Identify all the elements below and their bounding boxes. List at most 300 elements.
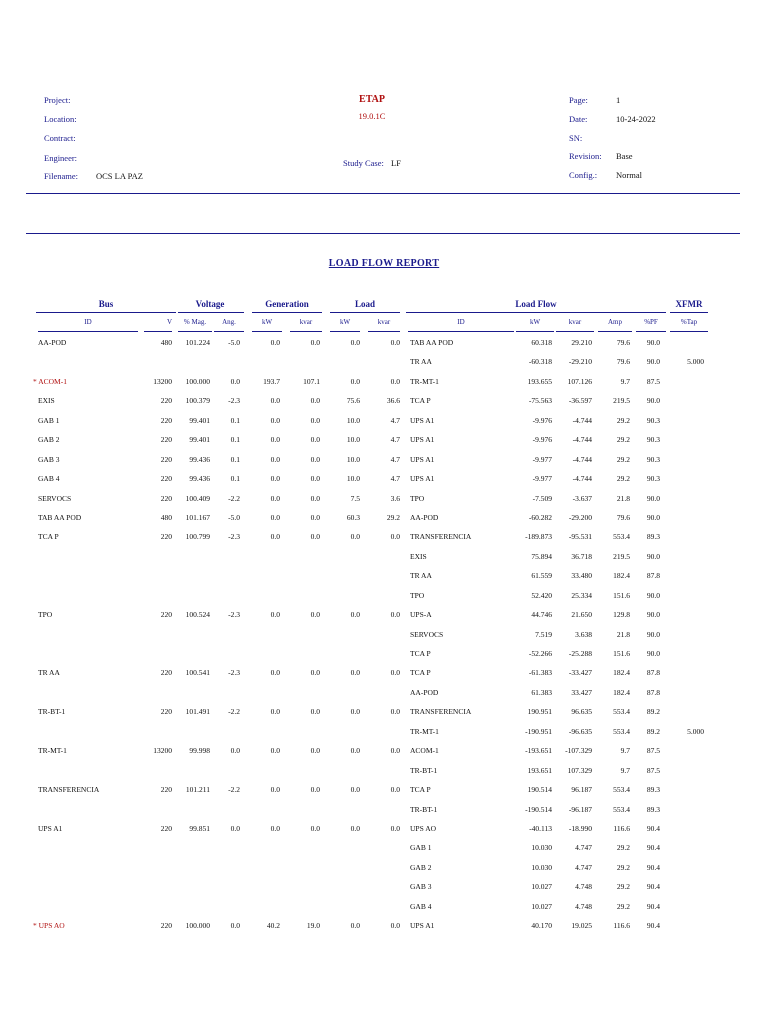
table-row bbox=[0, 723, 768, 742]
cell-tap: 5.000 bbox=[687, 357, 704, 367]
cell-gen-kvar: 0.0 bbox=[310, 338, 320, 347]
col-load-kw: kW bbox=[339, 318, 351, 326]
cell-gen-kw: 0.0 bbox=[270, 493, 280, 503]
cell-load-kvar: 0.0 bbox=[390, 668, 400, 678]
cell-bus-id: AA-POD bbox=[38, 338, 67, 347]
cell-voltage-v: 480 bbox=[160, 512, 172, 522]
cell-amp: 116.6 bbox=[613, 921, 630, 931]
study-case-label: Study Case: bbox=[343, 158, 384, 168]
cell-amp: 29.2 bbox=[616, 474, 630, 484]
cell-load-kw: 7.5 bbox=[350, 493, 360, 503]
table-row bbox=[0, 626, 768, 645]
cell-load-kw: 60.3 bbox=[346, 512, 360, 522]
table-row bbox=[0, 470, 768, 489]
cell-flow-id: GAB 3 bbox=[410, 882, 432, 892]
table-row bbox=[0, 412, 768, 431]
cell-voltage-v: 220 bbox=[160, 785, 172, 795]
cell-voltage-ang: 0.0 bbox=[230, 921, 240, 931]
cell-voltage-mag: 100.409 bbox=[185, 493, 210, 503]
cell-flow-kvar: 29.210 bbox=[571, 338, 592, 347]
cell-load-kvar: 0.0 bbox=[390, 707, 400, 717]
cell-flow-kw: 190.951 bbox=[527, 707, 552, 717]
cell-flow-kw: -9.977 bbox=[532, 454, 552, 464]
cell-flow-kvar: -29.200 bbox=[568, 512, 592, 522]
cell-bus-id: TRANSFERENCIA bbox=[38, 785, 100, 795]
cell-flow-kvar: -96.187 bbox=[568, 804, 592, 814]
col-bus-id: ID bbox=[84, 318, 92, 326]
cell-flow-id: TAB AA POD bbox=[410, 338, 454, 347]
col-v-line bbox=[144, 331, 172, 332]
cell-bus-id: SERVOCS bbox=[38, 493, 72, 503]
cell-gen-kvar: 0.0 bbox=[310, 532, 320, 542]
cell-voltage-mag: 99.401 bbox=[189, 435, 210, 445]
cell-voltage-v: 220 bbox=[160, 415, 172, 425]
cell-load-kw: 0.0 bbox=[350, 707, 360, 717]
cell-voltage-mag: 101.224 bbox=[185, 338, 210, 347]
cell-load-kw: 10.0 bbox=[346, 415, 360, 425]
cell-voltage-ang: -2.3 bbox=[228, 668, 240, 678]
cell-voltage-mag: 99.436 bbox=[189, 454, 210, 464]
cell-load-kw: 0.0 bbox=[350, 785, 360, 795]
col-flow-id-line bbox=[408, 331, 514, 332]
col-load-kw-line bbox=[330, 331, 360, 332]
cell-amp: 553.4 bbox=[613, 804, 630, 814]
cell-gen-kw: 0.0 bbox=[270, 746, 280, 756]
cell-gen-kw: 0.0 bbox=[270, 707, 280, 717]
filename-value: OCS LA PAZ bbox=[96, 171, 143, 181]
cell-pf: 89.3 bbox=[646, 785, 660, 795]
cell-bus-id bbox=[33, 377, 133, 386]
cell-voltage-ang: -2.3 bbox=[228, 610, 240, 620]
cell-flow-kvar: -4.744 bbox=[572, 454, 592, 464]
cell-pf: 90.4 bbox=[646, 862, 660, 872]
cell-flow-id: TR-MT-1 bbox=[410, 376, 439, 386]
cell-flow-id: AA-POD bbox=[410, 512, 439, 522]
cell-load-kvar: 0.0 bbox=[390, 823, 400, 833]
col-mag: % Mag. bbox=[183, 318, 207, 326]
cell-amp: 79.6 bbox=[616, 338, 630, 347]
cell-flow-kw: -52.266 bbox=[528, 649, 552, 658]
cell-pf: 90.0 bbox=[646, 338, 660, 347]
col-flow-kvar-line bbox=[556, 331, 594, 332]
cell-voltage-mag: 100.524 bbox=[185, 610, 210, 620]
engineer-label: Engineer: bbox=[44, 153, 78, 163]
group-bus: Bus bbox=[98, 299, 114, 309]
cell-voltage-mag: 100.000 bbox=[185, 376, 210, 386]
cell-bus-id: GAB 1 bbox=[38, 415, 60, 425]
cell-voltage-v: 220 bbox=[160, 823, 172, 833]
cell-flow-kw: -193.651 bbox=[525, 746, 552, 756]
cell-bus-id: TR-MT-1 bbox=[38, 746, 67, 756]
cell-amp: 29.2 bbox=[616, 415, 630, 425]
cell-voltage-ang: -5.0 bbox=[228, 512, 240, 522]
cell-gen-kvar: 0.0 bbox=[310, 707, 320, 717]
cell-flow-id: UPS A1 bbox=[410, 474, 435, 484]
cell-pf: 90.0 bbox=[646, 649, 660, 658]
cell-amp: 553.4 bbox=[613, 532, 630, 542]
cell-bus-id: EXIS bbox=[38, 396, 55, 406]
cell-flow-kw: 44.746 bbox=[531, 610, 552, 620]
table-row bbox=[0, 703, 768, 722]
group-xfmr-line bbox=[670, 312, 708, 313]
table-row bbox=[0, 645, 768, 664]
project-label: Project: bbox=[44, 95, 71, 105]
cell-load-kw: 0.0 bbox=[350, 532, 360, 542]
cell-gen-kvar: 0.0 bbox=[310, 785, 320, 795]
config-value: Normal bbox=[616, 170, 642, 180]
cell-gen-kw: 0.0 bbox=[270, 338, 280, 347]
cell-voltage-mag: 99.401 bbox=[189, 415, 210, 425]
cell-flow-id: TR-BT-1 bbox=[410, 765, 438, 775]
cell-voltage-ang: -5.0 bbox=[228, 338, 240, 347]
cell-load-kvar: 4.7 bbox=[390, 474, 400, 484]
cell-flow-kw: 61.559 bbox=[531, 571, 552, 581]
table-row bbox=[0, 878, 768, 897]
cell-flow-kw: -60.318 bbox=[528, 357, 552, 367]
cell-bus-id: GAB 2 bbox=[38, 435, 60, 445]
cell-gen-kw: 0.0 bbox=[270, 785, 280, 795]
cell-flow-id: EXIS bbox=[410, 551, 427, 561]
cell-pf: 87.8 bbox=[646, 668, 660, 678]
col-tap: %Tap bbox=[680, 318, 698, 326]
cell-amp: 182.4 bbox=[613, 687, 630, 697]
cell-gen-kvar: 0.0 bbox=[310, 415, 320, 425]
header-divider-top bbox=[26, 193, 740, 194]
cell-gen-kvar: 0.0 bbox=[310, 823, 320, 833]
col-flow-kvar: kvar bbox=[568, 318, 582, 326]
cell-load-kw: 0.0 bbox=[350, 338, 360, 347]
cell-pf: 87.8 bbox=[646, 687, 660, 697]
group-voltage-line bbox=[178, 312, 244, 313]
cell-flow-kw: -189.873 bbox=[525, 532, 552, 542]
cell-load-kw: 10.0 bbox=[346, 474, 360, 484]
cell-flow-kvar: 3.638 bbox=[575, 629, 592, 639]
cell-flow-kvar: 107.126 bbox=[567, 376, 592, 386]
cell-amp: 151.6 bbox=[613, 649, 630, 658]
cell-gen-kvar: 0.0 bbox=[310, 454, 320, 464]
cell-load-kvar: 0.0 bbox=[390, 785, 400, 795]
bus-id-text: ACOM-1 bbox=[38, 376, 67, 386]
table-row bbox=[0, 431, 768, 450]
cell-bus-id: UPS A1 bbox=[38, 823, 63, 833]
cell-pf: 87.5 bbox=[646, 765, 660, 775]
cell-flow-kw: 10.027 bbox=[531, 901, 552, 911]
cell-flow-id: TRANSFERENCIA bbox=[410, 532, 472, 542]
date-label: Date: bbox=[569, 114, 588, 124]
cell-flow-id: TRANSFERENCIA bbox=[410, 707, 472, 717]
col-amp-line bbox=[598, 331, 632, 332]
cell-voltage-ang: 0.1 bbox=[230, 454, 240, 464]
table-row bbox=[0, 509, 768, 528]
cell-load-kw: 75.6 bbox=[346, 396, 360, 406]
cell-amp: 219.5 bbox=[613, 551, 630, 561]
cell-bus-id: GAB 4 bbox=[38, 474, 60, 484]
table-row bbox=[0, 898, 768, 917]
cell-voltage-v: 220 bbox=[160, 921, 172, 931]
contract-label: Contract: bbox=[44, 133, 76, 143]
cell-flow-kvar: -4.744 bbox=[572, 474, 592, 484]
cell-amp: 182.4 bbox=[613, 668, 630, 678]
cell-load-kvar: 36.6 bbox=[386, 396, 400, 406]
cell-pf: 89.3 bbox=[646, 804, 660, 814]
cell-amp: 29.2 bbox=[616, 843, 630, 853]
page-label: Page: bbox=[569, 95, 588, 105]
table-row bbox=[0, 839, 768, 858]
col-flow-kw: kW bbox=[529, 318, 541, 326]
cell-flow-kw: -40.113 bbox=[529, 823, 552, 833]
table-row bbox=[0, 684, 768, 703]
group-load: Load bbox=[354, 299, 375, 309]
cell-voltage-ang: 0.1 bbox=[230, 435, 240, 445]
cell-amp: 21.8 bbox=[616, 493, 630, 503]
table-row bbox=[0, 820, 768, 839]
cell-load-kvar: 0.0 bbox=[390, 338, 400, 347]
cell-flow-kvar: 36.718 bbox=[571, 551, 592, 561]
table-row bbox=[0, 587, 768, 606]
cell-gen-kvar: 19.0 bbox=[306, 921, 320, 931]
cell-flow-kw: 193.655 bbox=[527, 376, 552, 386]
cell-pf: 90.4 bbox=[646, 901, 660, 911]
cell-flow-kw: -190.514 bbox=[525, 804, 552, 814]
cell-flow-id: SERVOCS bbox=[410, 629, 444, 639]
sn-label: SN: bbox=[569, 133, 583, 143]
cell-pf: 90.0 bbox=[646, 610, 660, 620]
cell-flow-id: UPS A1 bbox=[410, 454, 435, 464]
cell-load-kvar: 4.7 bbox=[390, 415, 400, 425]
group-load-flow-line bbox=[406, 312, 666, 313]
table-row bbox=[0, 548, 768, 567]
col-gen-kw-line bbox=[252, 331, 282, 332]
cell-gen-kvar: 0.0 bbox=[310, 396, 320, 406]
cell-pf: 90.0 bbox=[646, 551, 660, 561]
cell-flow-kw: -7.509 bbox=[532, 493, 552, 503]
cell-flow-id: TCA P bbox=[410, 668, 431, 678]
cell-flow-kw: 190.514 bbox=[527, 785, 552, 795]
table-row bbox=[0, 664, 768, 683]
cell-flow-kw: 61.383 bbox=[531, 687, 552, 697]
cell-amp: 116.6 bbox=[613, 823, 630, 833]
cell-flow-kvar: 4.748 bbox=[575, 901, 592, 911]
cell-bus-id: TPO bbox=[38, 610, 53, 620]
table-row bbox=[0, 801, 768, 820]
cell-flow-id: TCA P bbox=[410, 649, 431, 658]
cell-flow-id: TCA P bbox=[410, 785, 431, 795]
cell-pf: 90.4 bbox=[646, 823, 660, 833]
cell-gen-kw: 0.0 bbox=[270, 474, 280, 484]
cell-flow-kvar: 19.025 bbox=[571, 921, 592, 931]
cell-bus-id bbox=[33, 921, 133, 930]
cell-pf: 90.3 bbox=[646, 435, 660, 445]
cell-voltage-ang: -2.3 bbox=[228, 532, 240, 542]
revision-label: Revision: bbox=[569, 151, 602, 161]
cell-voltage-ang: -2.2 bbox=[228, 493, 240, 503]
cell-load-kvar: 29.2 bbox=[386, 512, 400, 522]
cell-voltage-v: 220 bbox=[160, 668, 172, 678]
cell-flow-kw: -60.282 bbox=[528, 512, 552, 522]
cell-flow-kvar: -29.210 bbox=[568, 357, 592, 367]
cell-pf: 90.3 bbox=[646, 454, 660, 464]
bus-id-text: UPS AO bbox=[38, 921, 65, 931]
cell-flow-kvar: 33.427 bbox=[571, 687, 592, 697]
cell-flow-kvar: -3.637 bbox=[572, 493, 592, 503]
config-label: Config.: bbox=[569, 170, 598, 180]
cell-flow-kvar: 4.748 bbox=[575, 882, 592, 892]
table-row bbox=[0, 528, 768, 547]
cell-voltage-mag: 100.000 bbox=[185, 921, 210, 931]
cell-voltage-mag: 99.998 bbox=[189, 746, 210, 756]
location-label: Location: bbox=[44, 114, 77, 124]
cell-bus-id: TR-BT-1 bbox=[38, 707, 66, 717]
cell-voltage-mag: 100.541 bbox=[185, 668, 210, 678]
cell-pf: 87.5 bbox=[646, 376, 660, 386]
col-tap-line bbox=[670, 331, 708, 332]
group-load-flow: Load Flow bbox=[515, 299, 557, 309]
cell-flow-id: UPS A1 bbox=[410, 415, 435, 425]
cell-flow-kw: 10.030 bbox=[531, 862, 552, 872]
cell-gen-kw: 40.2 bbox=[266, 921, 280, 931]
cell-gen-kw: 0.0 bbox=[270, 454, 280, 464]
cell-pf: 89.3 bbox=[646, 532, 660, 542]
cell-voltage-mag: 99.851 bbox=[189, 823, 210, 833]
cell-voltage-mag: 101.491 bbox=[185, 707, 210, 717]
table-row bbox=[0, 353, 768, 372]
cell-gen-kvar: 0.0 bbox=[310, 746, 320, 756]
cell-gen-kvar: 107.1 bbox=[303, 376, 320, 386]
date-value: 10-24-2022 bbox=[616, 114, 656, 124]
cell-gen-kvar: 0.0 bbox=[310, 435, 320, 445]
cell-amp: 151.6 bbox=[613, 590, 630, 600]
col-ang: Ang. bbox=[222, 318, 236, 326]
cell-pf: 89.2 bbox=[646, 726, 660, 736]
cell-gen-kvar: 0.0 bbox=[310, 668, 320, 678]
cell-voltage-ang: -2.2 bbox=[228, 707, 240, 717]
revision-value: Base bbox=[616, 151, 633, 161]
table-row bbox=[0, 567, 768, 586]
cell-voltage-ang: -2.3 bbox=[228, 396, 240, 406]
cell-voltage-mag: 100.799 bbox=[185, 532, 210, 542]
cell-amp: 79.6 bbox=[616, 357, 630, 367]
table-row bbox=[0, 917, 768, 936]
cell-load-kvar: 4.7 bbox=[390, 454, 400, 464]
cell-load-kw: 0.0 bbox=[350, 610, 360, 620]
cell-voltage-ang: 0.0 bbox=[230, 376, 240, 386]
cell-pf: 90.4 bbox=[646, 843, 660, 853]
cell-flow-kvar: 21.650 bbox=[571, 610, 592, 620]
cell-gen-kw: 0.0 bbox=[270, 823, 280, 833]
cell-amp: 29.2 bbox=[616, 901, 630, 911]
cell-flow-kvar: 4.747 bbox=[575, 862, 592, 872]
table-row bbox=[0, 392, 768, 411]
cell-amp: 29.2 bbox=[616, 862, 630, 872]
cell-voltage-ang: 0.1 bbox=[230, 415, 240, 425]
cell-load-kvar: 0.0 bbox=[390, 746, 400, 756]
cell-amp: 553.4 bbox=[613, 726, 630, 736]
app-version: 19.0.1C bbox=[358, 111, 386, 121]
cell-voltage-v: 220 bbox=[160, 493, 172, 503]
cell-load-kvar: 3.6 bbox=[390, 493, 400, 503]
cell-flow-id: TR-MT-1 bbox=[410, 726, 439, 736]
cell-flow-kw: 75.894 bbox=[531, 551, 552, 561]
cell-voltage-v: 220 bbox=[160, 532, 172, 542]
cell-load-kw: 0.0 bbox=[350, 823, 360, 833]
report-title: LOAD FLOW REPORT bbox=[328, 258, 440, 269]
cell-voltage-ang: -2.2 bbox=[228, 785, 240, 795]
cell-load-kw: 0.0 bbox=[350, 921, 360, 931]
cell-flow-id: UPS-A bbox=[410, 610, 432, 620]
cell-flow-id: UPS AO bbox=[410, 823, 437, 833]
cell-load-kw: 0.0 bbox=[350, 668, 360, 678]
cell-flow-kvar: -36.597 bbox=[568, 396, 592, 406]
cell-flow-kvar: -18.990 bbox=[568, 823, 592, 833]
cell-amp: 29.2 bbox=[616, 454, 630, 464]
cell-voltage-v: 13200 bbox=[153, 376, 172, 386]
cell-pf: 90.0 bbox=[646, 493, 660, 503]
cell-voltage-v: 13200 bbox=[153, 746, 172, 756]
cell-voltage-v: 220 bbox=[160, 454, 172, 464]
cell-flow-id: GAB 2 bbox=[410, 862, 432, 872]
cell-pf: 90.0 bbox=[646, 590, 660, 600]
cell-voltage-mag: 100.379 bbox=[185, 396, 210, 406]
cell-flow-kvar: 4.747 bbox=[575, 843, 592, 853]
col-load-kvar: kvar bbox=[377, 318, 391, 326]
cell-flow-id: AA-POD bbox=[410, 687, 439, 697]
swing-bus-marker: * bbox=[33, 376, 39, 386]
col-gen-kw: kW bbox=[261, 318, 273, 326]
cell-voltage-v: 480 bbox=[160, 338, 172, 347]
col-flow-kw-line bbox=[516, 331, 554, 332]
cell-gen-kw: 0.0 bbox=[270, 415, 280, 425]
col-flow-id: ID bbox=[457, 318, 465, 326]
cell-pf: 90.4 bbox=[646, 921, 660, 931]
group-generation-line bbox=[252, 312, 322, 313]
cell-flow-kw: 60.318 bbox=[531, 338, 552, 347]
cell-flow-kvar: 96.635 bbox=[571, 707, 592, 717]
cell-gen-kvar: 0.0 bbox=[310, 610, 320, 620]
cell-pf: 90.4 bbox=[646, 882, 660, 892]
table-row bbox=[0, 742, 768, 761]
cell-tap: 5.000 bbox=[687, 726, 704, 736]
table-row bbox=[0, 490, 768, 509]
cell-pf: 87.5 bbox=[646, 746, 660, 756]
cell-load-kvar: 0.0 bbox=[390, 610, 400, 620]
col-v: V bbox=[166, 318, 172, 326]
cell-flow-kvar: -4.744 bbox=[572, 435, 592, 445]
cell-gen-kvar: 0.0 bbox=[310, 512, 320, 522]
col-load-kvar-line bbox=[368, 331, 400, 332]
cell-voltage-v: 220 bbox=[160, 707, 172, 717]
cell-load-kw: 0.0 bbox=[350, 376, 360, 386]
cell-gen-kw: 0.0 bbox=[270, 532, 280, 542]
cell-gen-kvar: 0.0 bbox=[310, 474, 320, 484]
cell-flow-kvar: 25.334 bbox=[571, 590, 592, 600]
cell-gen-kw: 0.0 bbox=[270, 435, 280, 445]
group-generation: Generation bbox=[265, 299, 309, 309]
cell-flow-kw: 40.170 bbox=[531, 921, 552, 931]
cell-pf: 90.0 bbox=[646, 512, 660, 522]
page-value: 1 bbox=[616, 95, 621, 105]
cell-bus-id: GAB 3 bbox=[38, 454, 60, 464]
cell-bus-id: TAB AA POD bbox=[38, 512, 82, 522]
cell-amp: 29.2 bbox=[616, 435, 630, 445]
cell-amp: 129.8 bbox=[613, 610, 630, 620]
study-case-value: LF bbox=[391, 158, 401, 168]
table-row bbox=[0, 781, 768, 800]
cell-load-kvar: 0.0 bbox=[390, 532, 400, 542]
cell-flow-id: TR AA bbox=[410, 357, 432, 367]
col-bus-id-line bbox=[38, 331, 138, 332]
cell-flow-kw: 7.519 bbox=[535, 629, 552, 639]
cell-flow-kw: 52.420 bbox=[531, 590, 552, 600]
